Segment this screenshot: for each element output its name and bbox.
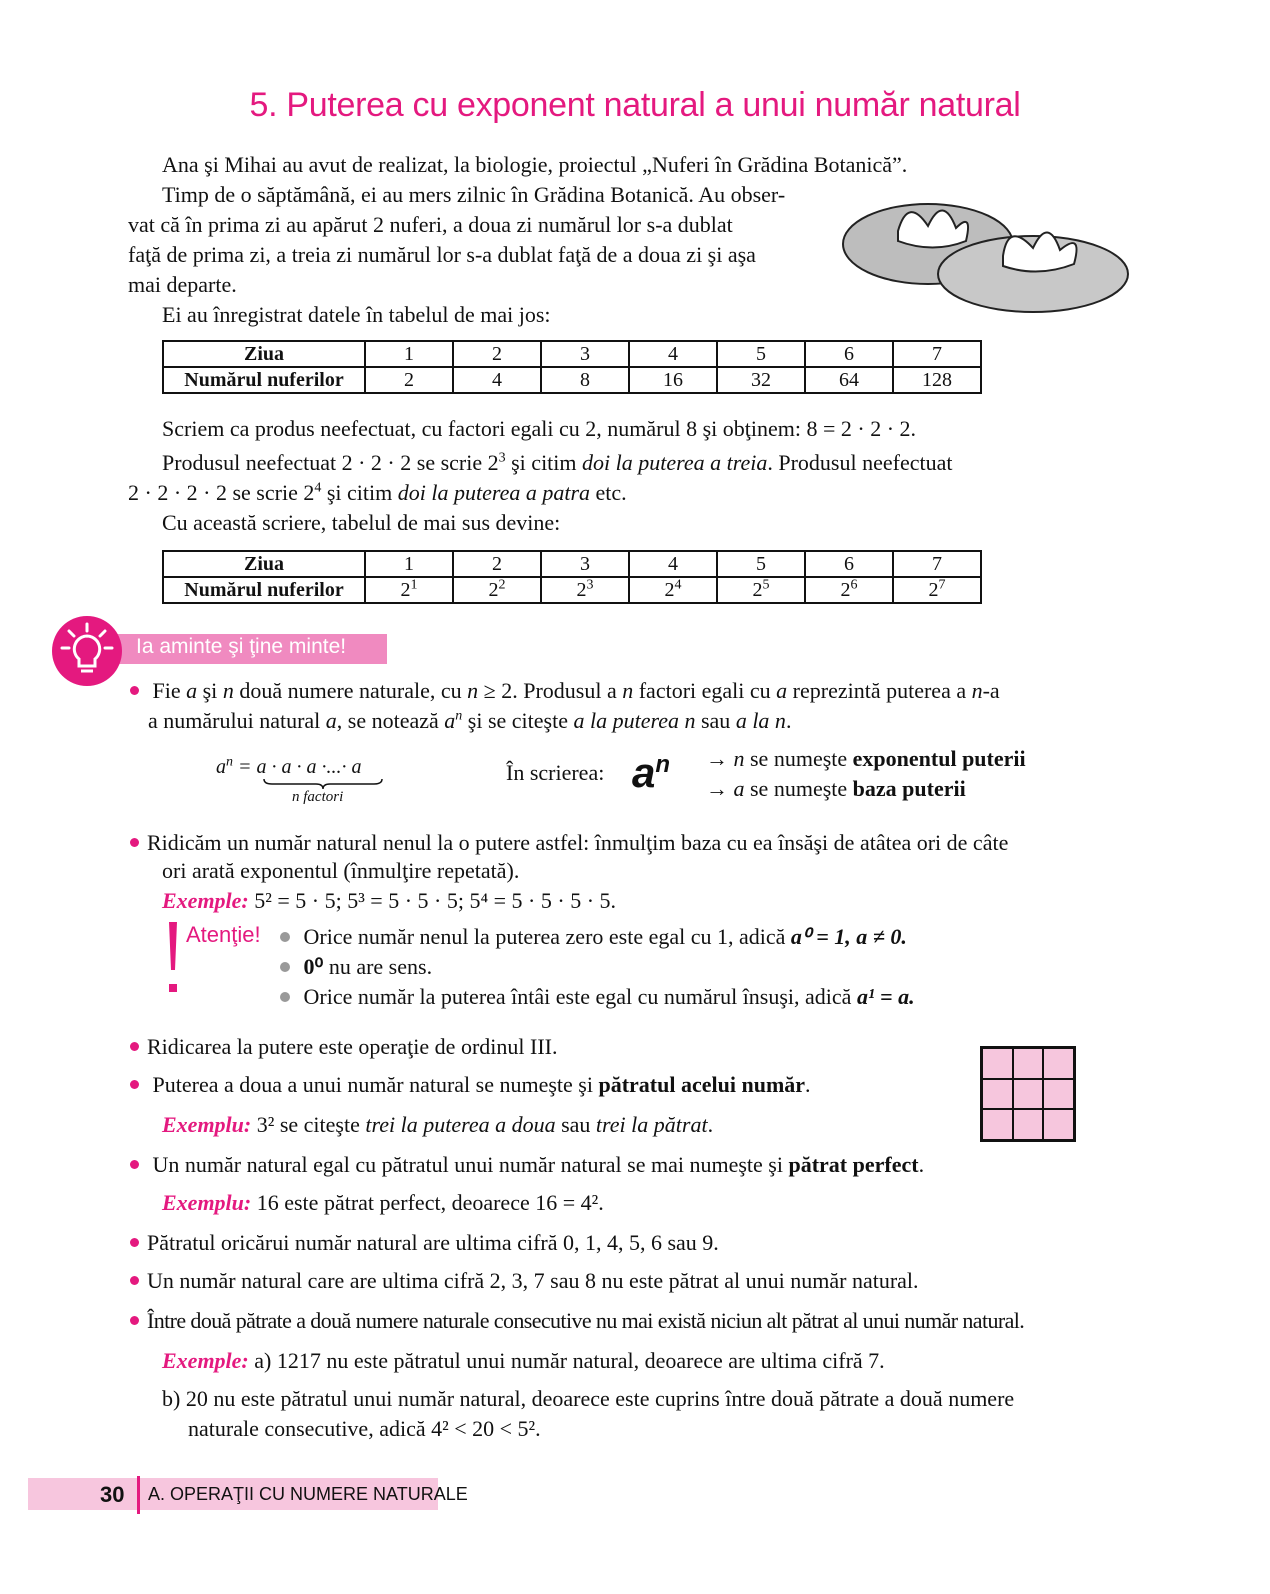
table-cell: 32	[717, 367, 805, 393]
nuferi-table	[162, 340, 982, 394]
example-perfect-square: Exemplu: 16 este pătrat perfect, deoarece 16 = 4².	[162, 1190, 604, 1215]
banner-title: Ia aminte şi ţine minte!	[136, 635, 347, 658]
intro-line-5: mai departe.	[128, 272, 237, 297]
table-row	[163, 551, 981, 577]
table-row	[163, 341, 981, 367]
table-cell: 6	[805, 341, 893, 367]
power-formula: $a^n = a \cdot a \cdot a$ ·...· a	[216, 754, 362, 778]
example-consecutive-b-1: b) 20 nu este pătratul unui număr natural, deoarece este cuprins între două pătrate a două numere	[162, 1386, 1015, 1411]
intro-line-6: Ei au înregistrat datele în tabelul de mai jos:	[162, 302, 551, 327]
chapter-title: A. OPERAŢII CU NUMERE NATURALE	[148, 1484, 468, 1504]
table-cell: 1	[365, 341, 453, 367]
examples-raise: Exemple: 5² = 5 · 5; 5³ = 5 · 5 · 5; 5⁴ = 5 · 5 · 5 · 5.	[162, 888, 617, 913]
rule-last-digit: Pătratul oricărui număr natural are ultima cifră 0, 1, 4, 5, 6 sau 9.	[130, 1228, 719, 1258]
table-cell: $2^1$	[365, 577, 453, 603]
definition-line-1: Fie a şi n două numere naturale, cu n ≥ 2. Produsul a n factori egali cu a reprezintă puterea a n-a	[130, 676, 1000, 706]
base-def: → a se numeşte baza puterii	[706, 776, 966, 801]
intro-line-4: faţă de prima zi, a treia zi numărul lor s-a dublat faţă de a doua zi şi aşa	[128, 242, 756, 267]
table-cell: 5	[717, 341, 805, 367]
table-cell: 2	[453, 341, 541, 367]
table-cell: Ziua	[163, 341, 365, 367]
intro-line-3: vat că în prima zi au apărut 2 nuferi, a doua zi numărul lor s-a dublat	[128, 212, 733, 237]
para-4: Cu această scriere, tabelul de mai sus devine:	[162, 510, 561, 535]
table-cell: 3	[541, 341, 629, 367]
table-cell: 64	[805, 367, 893, 393]
table-row	[163, 577, 981, 603]
definition-line-2: a numărului natural a, se notează $a^n$ şi se citeşte a la puterea n sau a la n.	[148, 708, 792, 733]
table-cell: 4	[453, 367, 541, 393]
para-1: Scriem ca produs neefectuat, cu factori egali cu 2, numărul 8 şi obţinem: 8 = 2 · 2 · 2.	[162, 416, 917, 441]
table-cell: 6	[805, 551, 893, 577]
example-consecutive-b-2: naturale consecutive, adică 4² < 20 < 5².	[188, 1416, 541, 1441]
table-row	[163, 367, 981, 393]
table-cell: Ziua	[163, 551, 365, 577]
table-cell: Numărul nuferilor	[163, 577, 365, 603]
table-cell: $2^3$	[541, 577, 629, 603]
table-cell: 7	[893, 341, 981, 367]
factors-note: n factori	[292, 789, 344, 805]
table-cell: $2^6$	[805, 577, 893, 603]
big-power: $a^n$	[632, 749, 671, 796]
example-square: Exemplu: 3² se citeşte trei la puterea a doua sau trei la pătrat.	[162, 1112, 714, 1137]
atentie-item-1: Orice număr nenul la puterea zero este egal cu 1, adică a⁰ = 1, a ≠ 0.	[280, 922, 907, 952]
intro-line-1: Ana şi Mihai au avut de realizat, la biologie, proiectul „Nuferi în Grădina Botanică”.	[162, 152, 908, 177]
page-number: 30	[100, 1482, 125, 1507]
water-lily-illustration	[838, 186, 1138, 316]
table-cell: 2	[365, 367, 453, 393]
lightbulb-icon	[52, 616, 122, 686]
powers-table	[162, 550, 982, 604]
atentie-label: Atenţie!	[186, 922, 261, 947]
table-cell: Numărul nuferilor	[163, 367, 365, 393]
page-title: 5. Puterea cu exponent natural a unui număr natural	[249, 86, 1021, 124]
table-cell: 1	[365, 551, 453, 577]
para-2: Produsul neefectuat 2 · 2 · 2 se scrie $2^3$ şi citim doi la puterea a treia. Produsul neefectuat	[162, 450, 953, 475]
rule-raise-line-2: ori arată exponentul (înmulţire repetată).	[162, 858, 520, 883]
rule-not-square: Un număr natural care are ultima cifră 2, 3, 7 sau 8 nu este pătrat al unui număr natural.	[130, 1266, 919, 1296]
rule-consecutive: Între două pătrate a două numere naturale consecutive nu mai există niciun alt pătrat al unui număr natural.	[130, 1306, 1024, 1336]
table-cell: 2	[453, 551, 541, 577]
table-cell: $2^4$	[629, 577, 717, 603]
rule-raise-line-1: Ridicăm un număr natural nenul la o putere astfel: înmulţim baza cu ea însăşi de atâtea ori de câte	[130, 828, 1008, 858]
para-3: 2 · 2 · 2 · 2 se scrie $2^4$ şi citim doi la puterea a patra etc.	[128, 480, 627, 505]
table-cell: 128	[893, 367, 981, 393]
exponent-def: → n se numeşte exponentul puterii	[706, 746, 1026, 771]
remember-banner	[52, 628, 392, 670]
table-cell: 4	[629, 341, 717, 367]
table-cell: 3	[541, 551, 629, 577]
intro-line-2: Timp de o săptămână, ei au mers zilnic în Grădina Botanică. Au obser-	[162, 182, 786, 207]
in-scrierea-label: În scrierea:	[506, 760, 605, 785]
table-cell: 4	[629, 551, 717, 577]
table-cell: 5	[717, 551, 805, 577]
footer-divider	[137, 1476, 140, 1514]
table-cell: 8	[541, 367, 629, 393]
table-cell: 16	[629, 367, 717, 393]
square-grid-illustration	[980, 1046, 1076, 1142]
atentie-item-2: 0⁰ nu are sens.	[280, 952, 432, 982]
table-cell: 7	[893, 551, 981, 577]
table-cell: $2^5$	[717, 577, 805, 603]
example-consecutive-a: Exemple: a) 1217 nu este pătratul unui număr natural, deoarece are ultima cifră 7.	[162, 1348, 885, 1373]
atentie-item-3: Orice număr la puterea întâi este egal cu numărul însuşi, adică a¹ = a.	[280, 982, 915, 1012]
rule-order: Ridicarea la putere este operaţie de ordinul III.	[130, 1032, 557, 1062]
rule-square: Puterea a doua a unui număr natural se numeşte şi pătratul acelui număr.	[130, 1070, 811, 1100]
exclamation-icon	[166, 920, 180, 996]
rule-perfect-square: Un număr natural egal cu pătratul unui număr natural se mai numeşte şi pătrat perfect.	[130, 1150, 924, 1180]
table-cell: $2^7$	[893, 577, 981, 603]
table-cell: $2^2$	[453, 577, 541, 603]
